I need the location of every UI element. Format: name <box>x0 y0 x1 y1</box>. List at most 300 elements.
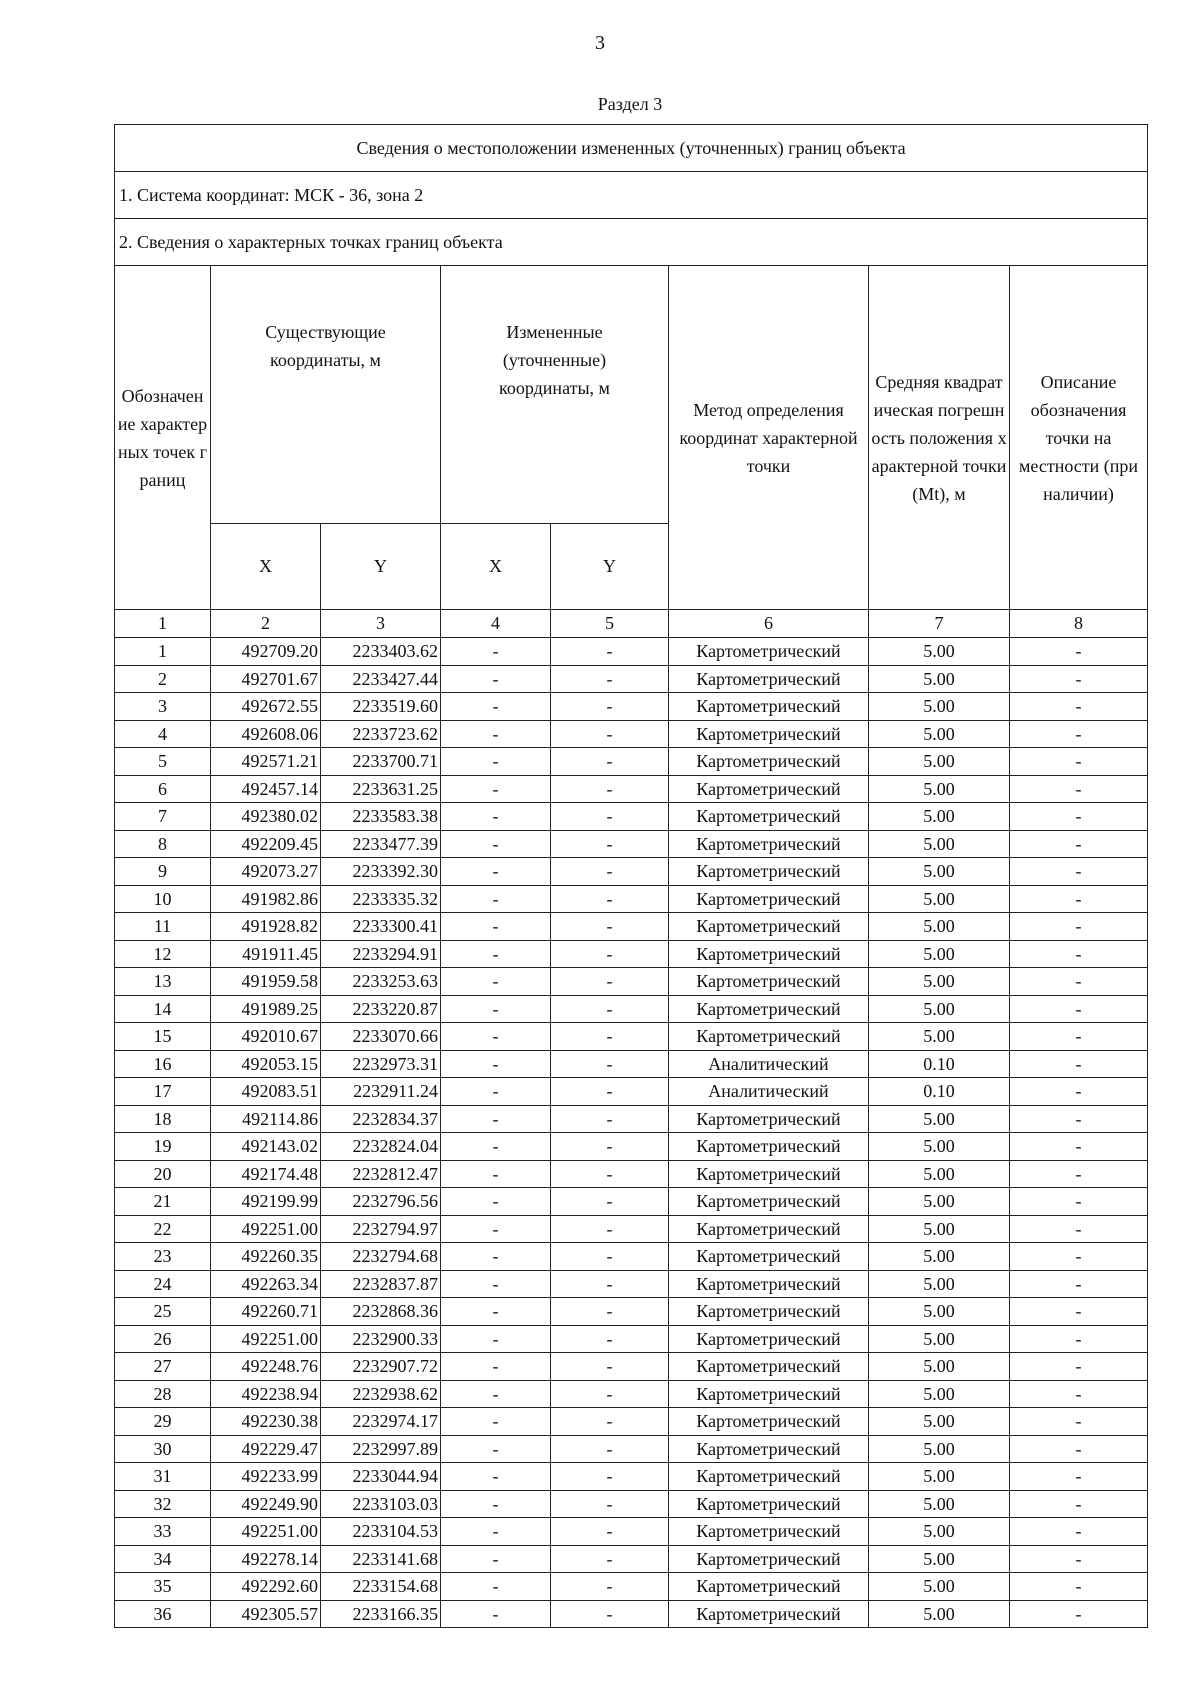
cell-changed-y: - <box>551 858 669 886</box>
cell-changed-x: - <box>441 1243 551 1271</box>
table-row <box>115 1490 1148 1518</box>
cell-existing-y: 2233519.60 <box>321 693 441 721</box>
column-number: 1 <box>115 610 211 638</box>
cell-changed-x: - <box>441 1188 551 1216</box>
table-row <box>115 638 1148 666</box>
cell-existing-x: 492229.47 <box>211 1435 321 1463</box>
column-number: 7 <box>869 610 1010 638</box>
cell-point: 16 <box>115 1050 211 1078</box>
cell-point: 14 <box>115 995 211 1023</box>
table-row <box>115 940 1148 968</box>
cell-point: 22 <box>115 1215 211 1243</box>
cell-existing-y: 2233141.68 <box>321 1545 441 1573</box>
cell-description: - <box>1010 1133 1148 1161</box>
cell-point: 28 <box>115 1380 211 1408</box>
cell-changed-x: - <box>441 1545 551 1573</box>
cell-existing-x: 492457.14 <box>211 775 321 803</box>
cell-existing-y: 2233427.44 <box>321 665 441 693</box>
cell-description: - <box>1010 940 1148 968</box>
cell-changed-y: - <box>551 1545 669 1573</box>
cell-changed-y: - <box>551 968 669 996</box>
cell-existing-y: 2232794.97 <box>321 1215 441 1243</box>
cell-changed-y: - <box>551 1050 669 1078</box>
cell-changed-y: - <box>551 1463 669 1491</box>
cell-point: 19 <box>115 1133 211 1161</box>
cell-error: 5.00 <box>869 1243 1010 1271</box>
cell-point: 15 <box>115 1023 211 1051</box>
cell-existing-x: 492230.38 <box>211 1408 321 1436</box>
cell-existing-x: 492263.34 <box>211 1270 321 1298</box>
cell-method: Аналитический <box>669 1078 869 1106</box>
cell-error: 0.10 <box>869 1078 1010 1106</box>
cell-description: - <box>1010 638 1148 666</box>
cell-existing-x: 491959.58 <box>211 968 321 996</box>
cell-changed-y: - <box>551 1380 669 1408</box>
cell-changed-y: - <box>551 1078 669 1106</box>
cell-existing-x: 492251.00 <box>211 1325 321 1353</box>
cell-description: - <box>1010 968 1148 996</box>
cell-existing-y: 2233103.03 <box>321 1490 441 1518</box>
cell-point: 30 <box>115 1435 211 1463</box>
cell-existing-x: 491911.45 <box>211 940 321 968</box>
cell-method: Картометрический <box>669 913 869 941</box>
coord-system: 1. Система координат: МСК - 36, зона 2 <box>115 172 1148 219</box>
table-subtitle: 2. Сведения о характерных точках границ объекта <box>115 219 1148 266</box>
cell-method: Картометрический <box>669 1545 869 1573</box>
cell-method: Картометрический <box>669 1490 869 1518</box>
cell-error: 5.00 <box>869 913 1010 941</box>
cell-changed-x: - <box>441 1408 551 1436</box>
cell-point: 32 <box>115 1490 211 1518</box>
cell-description: - <box>1010 1380 1148 1408</box>
cell-changed-y: - <box>551 885 669 913</box>
cell-method: Картометрический <box>669 775 869 803</box>
cell-point: 29 <box>115 1408 211 1436</box>
cell-changed-x: - <box>441 1325 551 1353</box>
cell-error: 5.00 <box>869 1105 1010 1133</box>
cell-changed-y: - <box>551 940 669 968</box>
header-changed-y: Y <box>551 524 669 610</box>
cell-method: Картометрический <box>669 720 869 748</box>
cell-existing-y: 2233154.68 <box>321 1573 441 1601</box>
cell-existing-x: 492672.55 <box>211 693 321 721</box>
cell-description: - <box>1010 913 1148 941</box>
column-number: 2 <box>211 610 321 638</box>
cell-description: - <box>1010 1023 1148 1051</box>
cell-point: 25 <box>115 1298 211 1326</box>
table-row <box>115 1215 1148 1243</box>
cell-existing-y: 2232974.17 <box>321 1408 441 1436</box>
cell-changed-x: - <box>441 968 551 996</box>
cell-description: - <box>1010 1188 1148 1216</box>
table-row <box>115 720 1148 748</box>
table-row <box>115 1133 1148 1161</box>
table-row <box>115 1573 1148 1601</box>
cell-description: - <box>1010 748 1148 776</box>
cell-description: - <box>1010 1490 1148 1518</box>
cell-changed-y: - <box>551 1600 669 1628</box>
cell-changed-x: - <box>441 1600 551 1628</box>
table-row <box>115 830 1148 858</box>
cell-method: Аналитический <box>669 1050 869 1078</box>
cell-point: 3 <box>115 693 211 721</box>
table-row <box>115 1050 1148 1078</box>
cell-description: - <box>1010 803 1148 831</box>
table-row <box>115 1298 1148 1326</box>
cell-error: 5.00 <box>869 1545 1010 1573</box>
cell-method: Картометрический <box>669 830 869 858</box>
cell-changed-x: - <box>441 830 551 858</box>
cell-method: Картометрический <box>669 858 869 886</box>
cell-changed-y: - <box>551 995 669 1023</box>
cell-changed-x: - <box>441 1215 551 1243</box>
cell-existing-x: 491989.25 <box>211 995 321 1023</box>
table-row <box>115 1078 1148 1106</box>
cell-changed-y: - <box>551 1215 669 1243</box>
cell-changed-x: - <box>441 803 551 831</box>
table-row <box>115 858 1148 886</box>
cell-changed-x: - <box>441 913 551 941</box>
cell-error: 5.00 <box>869 968 1010 996</box>
cell-changed-x: - <box>441 1078 551 1106</box>
cell-description: - <box>1010 1573 1148 1601</box>
cell-method: Картометрический <box>669 1160 869 1188</box>
cell-existing-x: 492709.20 <box>211 638 321 666</box>
cell-changed-x: - <box>441 1435 551 1463</box>
cell-description: - <box>1010 1215 1148 1243</box>
cell-existing-y: 2232900.33 <box>321 1325 441 1353</box>
cell-point: 35 <box>115 1573 211 1601</box>
header-existing-x: X <box>211 524 321 610</box>
table-row <box>115 913 1148 941</box>
cell-method: Картометрический <box>669 693 869 721</box>
column-number: 8 <box>1010 610 1148 638</box>
cell-changed-y: - <box>551 1435 669 1463</box>
cell-method: Картометрический <box>669 1573 869 1601</box>
cell-description: - <box>1010 1435 1148 1463</box>
cell-existing-x: 492248.76 <box>211 1353 321 1381</box>
cell-changed-x: - <box>441 720 551 748</box>
cell-existing-x: 492251.00 <box>211 1518 321 1546</box>
cell-changed-x: - <box>441 1105 551 1133</box>
cell-error: 5.00 <box>869 830 1010 858</box>
cell-changed-x: - <box>441 940 551 968</box>
cell-existing-y: 2232834.37 <box>321 1105 441 1133</box>
cell-changed-x: - <box>441 1573 551 1601</box>
cell-description: - <box>1010 1325 1148 1353</box>
cell-changed-y: - <box>551 1270 669 1298</box>
cell-existing-x: 492608.06 <box>211 720 321 748</box>
cell-changed-y: - <box>551 1573 669 1601</box>
cell-existing-y: 2232868.36 <box>321 1298 441 1326</box>
cell-error: 5.00 <box>869 1023 1010 1051</box>
cell-point: 17 <box>115 1078 211 1106</box>
cell-existing-y: 2232837.87 <box>321 1270 441 1298</box>
cell-existing-y: 2232973.31 <box>321 1050 441 1078</box>
cell-description: - <box>1010 830 1148 858</box>
cell-existing-x: 492083.51 <box>211 1078 321 1106</box>
cell-existing-x: 492209.45 <box>211 830 321 858</box>
cell-changed-y: - <box>551 1408 669 1436</box>
column-number: 6 <box>669 610 869 638</box>
cell-point: 4 <box>115 720 211 748</box>
table-row <box>115 1380 1148 1408</box>
cell-existing-y: 2232911.24 <box>321 1078 441 1106</box>
cell-changed-y: - <box>551 830 669 858</box>
cell-error: 5.00 <box>869 1435 1010 1463</box>
cell-method: Картометрический <box>669 748 869 776</box>
cell-description: - <box>1010 665 1148 693</box>
cell-method: Картометрический <box>669 1133 869 1161</box>
cell-existing-y: 2233477.39 <box>321 830 441 858</box>
cell-existing-x: 492251.00 <box>211 1215 321 1243</box>
cell-description: - <box>1010 775 1148 803</box>
table-title: Сведения о местоположении измененных (уточненных) границ объекта <box>115 125 1148 172</box>
cell-existing-y: 2232907.72 <box>321 1353 441 1381</box>
table-row <box>115 885 1148 913</box>
cell-method: Картометрический <box>669 968 869 996</box>
table-row <box>115 1023 1148 1051</box>
cell-description: - <box>1010 1270 1148 1298</box>
cell-method: Картометрический <box>669 1353 869 1381</box>
cell-point: 33 <box>115 1518 211 1546</box>
cell-error: 5.00 <box>869 803 1010 831</box>
cell-point: 5 <box>115 748 211 776</box>
cell-method: Картометрический <box>669 1435 869 1463</box>
cell-description: - <box>1010 1463 1148 1491</box>
cell-error: 5.00 <box>869 858 1010 886</box>
table-row <box>115 1353 1148 1381</box>
cell-point: 7 <box>115 803 211 831</box>
cell-changed-x: - <box>441 1463 551 1491</box>
cell-existing-y: 2233335.32 <box>321 885 441 913</box>
header-description: Описание обозначения точки на местности (при наличии) <box>1010 266 1148 610</box>
cell-existing-y: 2233723.62 <box>321 720 441 748</box>
cell-changed-y: - <box>551 1133 669 1161</box>
cell-existing-x: 492174.48 <box>211 1160 321 1188</box>
cell-error: 5.00 <box>869 1160 1010 1188</box>
cell-changed-x: - <box>441 693 551 721</box>
cell-description: - <box>1010 1243 1148 1271</box>
table-row <box>115 995 1148 1023</box>
cell-error: 5.00 <box>869 1518 1010 1546</box>
cell-existing-x: 492010.67 <box>211 1023 321 1051</box>
cell-point: 10 <box>115 885 211 913</box>
cell-changed-y: - <box>551 1188 669 1216</box>
cell-method: Картометрический <box>669 803 869 831</box>
table-row <box>115 1325 1148 1353</box>
cell-changed-x: - <box>441 1298 551 1326</box>
boundary-points-table <box>114 124 1148 1628</box>
cell-error: 5.00 <box>869 1408 1010 1436</box>
table-row <box>115 1408 1148 1436</box>
cell-error: 5.00 <box>869 1353 1010 1381</box>
cell-error: 5.00 <box>869 638 1010 666</box>
cell-error: 5.00 <box>869 665 1010 693</box>
cell-point: 6 <box>115 775 211 803</box>
cell-existing-x: 492380.02 <box>211 803 321 831</box>
header-point: Обозначение характерных точек границ <box>115 266 211 610</box>
cell-description: - <box>1010 720 1148 748</box>
cell-existing-y: 2233403.62 <box>321 638 441 666</box>
cell-changed-y: - <box>551 693 669 721</box>
cell-existing-x: 492238.94 <box>211 1380 321 1408</box>
cell-point: 21 <box>115 1188 211 1216</box>
cell-method: Картометрический <box>669 1270 869 1298</box>
cell-changed-x: - <box>441 1050 551 1078</box>
cell-error: 5.00 <box>869 748 1010 776</box>
cell-error: 5.00 <box>869 1573 1010 1601</box>
cell-description: - <box>1010 1600 1148 1628</box>
cell-changed-x: - <box>441 1353 551 1381</box>
cell-existing-x: 492249.90 <box>211 1490 321 1518</box>
table-row <box>115 1105 1148 1133</box>
cell-changed-x: - <box>441 638 551 666</box>
header-changed-x: X <box>441 524 551 610</box>
cell-point: 8 <box>115 830 211 858</box>
cell-error: 5.00 <box>869 775 1010 803</box>
cell-existing-x: 492114.86 <box>211 1105 321 1133</box>
cell-point: 9 <box>115 858 211 886</box>
cell-changed-x: - <box>441 885 551 913</box>
cell-description: - <box>1010 995 1148 1023</box>
cell-changed-y: - <box>551 638 669 666</box>
cell-error: 5.00 <box>869 1600 1010 1628</box>
cell-changed-x: - <box>441 1023 551 1051</box>
table-row <box>115 1518 1148 1546</box>
cell-description: - <box>1010 1353 1148 1381</box>
cell-existing-y: 2232796.56 <box>321 1188 441 1216</box>
cell-existing-x: 491928.82 <box>211 913 321 941</box>
cell-error: 5.00 <box>869 995 1010 1023</box>
table-row <box>115 1270 1148 1298</box>
cell-error: 5.00 <box>869 1188 1010 1216</box>
cell-existing-y: 2232938.62 <box>321 1380 441 1408</box>
cell-existing-y: 2233104.53 <box>321 1518 441 1546</box>
cell-existing-y: 2232794.68 <box>321 1243 441 1271</box>
table-row <box>115 1435 1148 1463</box>
cell-changed-y: - <box>551 1023 669 1051</box>
cell-existing-y: 2233700.71 <box>321 748 441 776</box>
cell-error: 5.00 <box>869 1215 1010 1243</box>
cell-changed-x: - <box>441 1518 551 1546</box>
cell-changed-y: - <box>551 748 669 776</box>
cell-point: 23 <box>115 1243 211 1271</box>
cell-changed-x: - <box>441 1380 551 1408</box>
table-row <box>115 1463 1148 1491</box>
cell-point: 31 <box>115 1463 211 1491</box>
cell-existing-y: 2233631.25 <box>321 775 441 803</box>
cell-changed-y: - <box>551 720 669 748</box>
cell-description: - <box>1010 1078 1148 1106</box>
cell-existing-x: 492260.71 <box>211 1298 321 1326</box>
cell-description: - <box>1010 1105 1148 1133</box>
cell-changed-y: - <box>551 1160 669 1188</box>
cell-changed-x: - <box>441 665 551 693</box>
cell-method: Картометрический <box>669 1325 869 1353</box>
cell-description: - <box>1010 1298 1148 1326</box>
cell-point: 26 <box>115 1325 211 1353</box>
cell-changed-y: - <box>551 1353 669 1381</box>
cell-existing-x: 491982.86 <box>211 885 321 913</box>
cell-method: Картометрический <box>669 638 869 666</box>
cell-changed-x: - <box>441 775 551 803</box>
cell-point: 36 <box>115 1600 211 1628</box>
cell-description: - <box>1010 1545 1148 1573</box>
column-number: 3 <box>321 610 441 638</box>
cell-changed-y: - <box>551 1490 669 1518</box>
cell-existing-y: 2233220.87 <box>321 995 441 1023</box>
cell-method: Картометрический <box>669 995 869 1023</box>
header-changed: Измененные (уточненные) координаты, м <box>441 266 669 524</box>
cell-existing-x: 492073.27 <box>211 858 321 886</box>
cell-error: 5.00 <box>869 1380 1010 1408</box>
cell-method: Картометрический <box>669 1215 869 1243</box>
column-number: 4 <box>441 610 551 638</box>
cell-method: Картометрический <box>669 1243 869 1271</box>
cell-existing-y: 2233583.38 <box>321 803 441 831</box>
table-row <box>115 1600 1148 1628</box>
cell-method: Картометрический <box>669 1105 869 1133</box>
cell-changed-y: - <box>551 1325 669 1353</box>
table-row <box>115 968 1148 996</box>
cell-method: Картометрический <box>669 1023 869 1051</box>
cell-changed-x: - <box>441 748 551 776</box>
cell-existing-x: 492571.21 <box>211 748 321 776</box>
cell-changed-y: - <box>551 1298 669 1326</box>
cell-error: 5.00 <box>869 1133 1010 1161</box>
cell-point: 18 <box>115 1105 211 1133</box>
page-number: 3 <box>595 32 605 54</box>
cell-method: Картометрический <box>669 1600 869 1628</box>
table-row <box>115 775 1148 803</box>
cell-existing-x: 492701.67 <box>211 665 321 693</box>
table-row <box>115 1188 1148 1216</box>
table-row <box>115 1160 1148 1188</box>
table-row <box>115 665 1148 693</box>
cell-point: 27 <box>115 1353 211 1381</box>
cell-existing-x: 492305.57 <box>211 1600 321 1628</box>
cell-existing-y: 2232824.04 <box>321 1133 441 1161</box>
cell-changed-y: - <box>551 775 669 803</box>
cell-description: - <box>1010 1518 1148 1546</box>
cell-error: 5.00 <box>869 1490 1010 1518</box>
cell-point: 1 <box>115 638 211 666</box>
header-error: Средняя квадратическая погрешность положения характерной точки (Mt), м <box>869 266 1010 610</box>
column-number-row <box>115 610 1148 638</box>
cell-method: Картометрический <box>669 665 869 693</box>
cell-existing-y: 2233044.94 <box>321 1463 441 1491</box>
cell-existing-y: 2232997.89 <box>321 1435 441 1463</box>
cell-existing-y: 2233070.66 <box>321 1023 441 1051</box>
cell-existing-x: 492233.99 <box>211 1463 321 1491</box>
header-existing: Существующие координаты, м <box>211 266 441 524</box>
cell-method: Картометрический <box>669 1463 869 1491</box>
cell-existing-x: 492143.02 <box>211 1133 321 1161</box>
cell-changed-y: - <box>551 1243 669 1271</box>
cell-error: 5.00 <box>869 1270 1010 1298</box>
cell-description: - <box>1010 858 1148 886</box>
cell-changed-x: - <box>441 858 551 886</box>
cell-error: 5.00 <box>869 1463 1010 1491</box>
cell-error: 5.00 <box>869 1325 1010 1353</box>
cell-method: Картометрический <box>669 1298 869 1326</box>
cell-point: 13 <box>115 968 211 996</box>
cell-existing-y: 2233294.91 <box>321 940 441 968</box>
cell-point: 11 <box>115 913 211 941</box>
cell-error: 5.00 <box>869 693 1010 721</box>
cell-existing-y: 2233392.30 <box>321 858 441 886</box>
